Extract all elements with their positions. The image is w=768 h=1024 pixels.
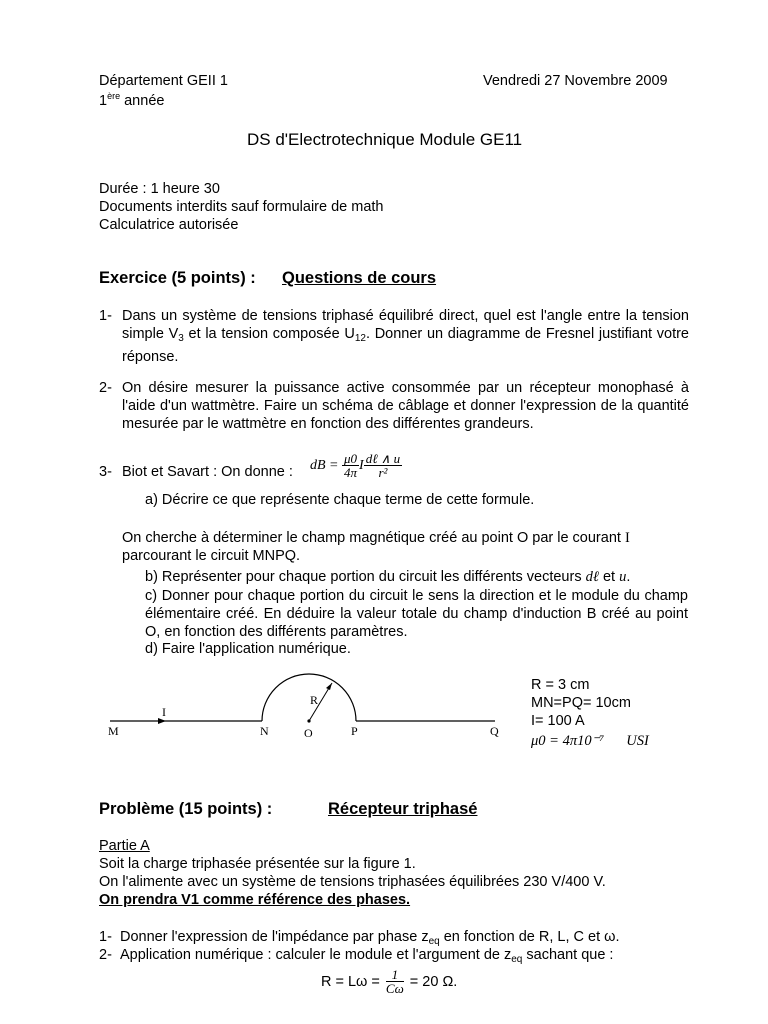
problem-q1-text-end: en fonction de R, L, C et ω. — [439, 929, 620, 945]
exercise-subject: Questions de cours — [282, 269, 437, 287]
q3-part-c: c) Donner pour chaque portion du circuit le sens la direction et le module du champ élémentaire créé. En déduire la valeur totale du champ d'induction B créé au point O, en fonction des différents paramètres. — [145, 588, 688, 640]
equation-left: R = Lω = — [321, 974, 384, 990]
problem-line-1: Soit la charge triphasée présentée sur la figure 1. — [99, 856, 416, 872]
q3-part-b-end: . — [626, 569, 631, 585]
q3-part-b-et: et — [602, 569, 616, 585]
exercise-question-3-number: 3- — [99, 464, 112, 480]
problem-line-2: On l'alimente avec un système de tensions triphasées équilibrées 230 V/400 V. — [99, 874, 606, 890]
formula-mu0: μ0 — [344, 451, 358, 466]
label-p: P — [351, 724, 358, 738]
label-n: N — [260, 724, 269, 738]
q1-subscript-3: 3 — [178, 333, 184, 344]
info-calculator: Calculatrice autorisée — [99, 217, 239, 233]
q3-part-b-dl: dℓ — [585, 569, 599, 585]
formula-dl-cross-u: dℓ ∧ u — [365, 451, 401, 466]
problem-subject: Récepteur triphasé — [328, 800, 478, 818]
question-number: 1- — [99, 929, 112, 945]
label-radius: R — [310, 693, 319, 707]
q1-text-part3: . Donner un diagramme de Fresnel justifiant votre réponse. — [122, 326, 689, 365]
formula-lhs: dB = — [310, 458, 342, 473]
page-title: DS d'Electrotechnique Module GE11 — [247, 130, 523, 149]
param-current: I= 100 A — [531, 713, 585, 729]
q3-part-b-text: b) Représenter pour chaque portion du circuit les différents vecteurs — [145, 569, 582, 585]
equation-right: = 20 Ω. — [405, 974, 458, 990]
question-number: 2- — [99, 947, 112, 963]
radius-arrow-icon — [326, 683, 332, 690]
problem-q1-text: Donner l'expression de l'impédance par phase z — [119, 929, 429, 945]
param-mu0 — [531, 732, 649, 750]
param-radius: R = 3 cm — [531, 677, 590, 693]
problem-heading: Problème (15 points) : — [99, 800, 273, 818]
circuit-diagram — [100, 668, 510, 748]
question-number: 1- — [99, 308, 112, 324]
formula-fraction-dl — [364, 452, 402, 480]
part-a-heading: Partie A — [99, 838, 150, 854]
label-q: Q — [490, 724, 499, 738]
question-text — [122, 307, 689, 366]
equation-numerator: 1 — [386, 968, 404, 982]
exercise-question-1 — [99, 307, 689, 366]
label-m: M — [108, 724, 119, 738]
exercise-question-3-lead: Biot et Savart : On donne : — [122, 464, 293, 480]
problem-line-3: On prendra V1 comme référence des phases. — [99, 892, 411, 908]
formula-fraction-mu — [342, 452, 359, 480]
q1-text-part2: et la tension composée U — [183, 326, 355, 342]
date-label: Vendredi 27 Novembre 2009 — [483, 73, 668, 89]
param-mu0-unit: USI — [626, 733, 649, 749]
q3-context-text: On cherche à déterminer le champ magnétique créé au point O par le courant — [122, 530, 621, 546]
exercise-heading: Exercice (5 points) : — [99, 269, 256, 287]
year-superscript: ère — [107, 91, 121, 101]
circuit-parameters — [531, 676, 649, 750]
label-o: O — [304, 726, 313, 740]
year-number: 1 — [99, 93, 108, 109]
q3-part-a: a) Décrire ce que représente chaque terme de cette formule. — [145, 492, 535, 508]
department-label: Département GEII 1 — [99, 73, 228, 89]
q1-subscript-12: 12 — [354, 333, 366, 344]
problem-q2-text: Application numérique : calculer le module et l'argument de z — [119, 947, 512, 963]
formula-4pi: 4π — [344, 465, 358, 480]
equation-fraction — [386, 968, 404, 996]
info-documents: Documents interdits sauf formulaire de math — [99, 199, 384, 215]
q3-context-paragraph — [122, 529, 688, 565]
formula-current: I — [359, 458, 364, 473]
problem-q2-subscript: eq — [511, 954, 523, 965]
problem-q2-text-end: sachant que : — [522, 947, 614, 963]
label-current: I — [162, 705, 166, 719]
q3-part-d: d) Faire l'application numérique. — [145, 641, 351, 657]
exercise-question-2 — [99, 379, 689, 433]
biot-savart-formula — [310, 452, 402, 486]
q3-part-b — [145, 569, 630, 586]
formula-r-squared: r² — [378, 465, 388, 480]
semicircle-np — [262, 674, 356, 721]
info-duration: Durée : 1 heure 30 — [99, 181, 220, 197]
year-label — [99, 91, 164, 109]
q1-text-part1: Dans un système de tensions triphasé équilibré direct, quel est l'angle entre la tension simple V — [122, 308, 689, 342]
problem-equation — [321, 964, 457, 1000]
q3-context-current: I — [624, 530, 630, 546]
param-lengths: MN=PQ= 10cm — [531, 695, 631, 711]
q3-context-text-2: parcourant le circuit MNPQ. — [122, 548, 301, 564]
question-text: On désire mesurer la puissance active consommée par un récepteur monophasé à l'aide d'un wattmètre. Faire un schéma de câblage et donner l'expression de la quantité mesurée par le wattmètre en fonction des différentes grandeurs. — [122, 380, 689, 432]
question-number: 2- — [99, 380, 112, 396]
q3-part-b-u: u — [619, 569, 627, 585]
equation-denominator: Cω — [385, 981, 404, 997]
year-suffix: année — [120, 93, 165, 109]
param-mu0-value: μ0 = 4π10⁻⁷ — [531, 733, 605, 749]
problem-q1-subscript: eq — [428, 936, 440, 947]
